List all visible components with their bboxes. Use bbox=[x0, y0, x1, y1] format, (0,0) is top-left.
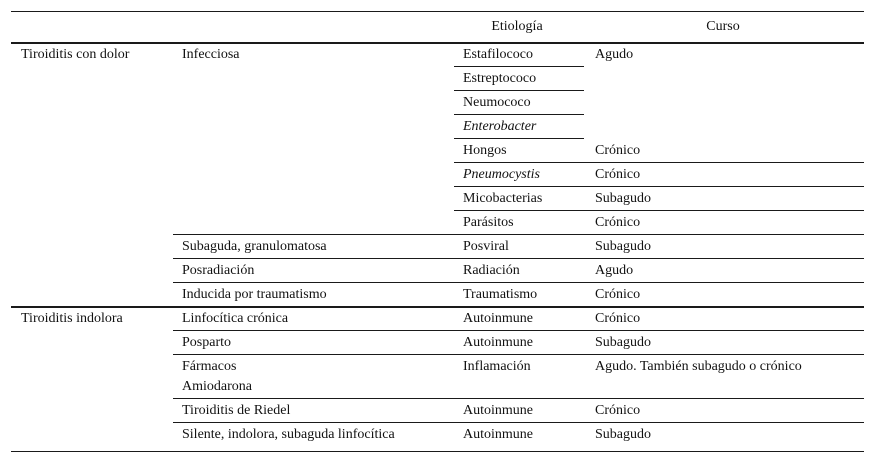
etiology-cell: Neumococo bbox=[463, 95, 531, 110]
row-rule bbox=[454, 210, 864, 211]
course-cell: Agudo bbox=[595, 47, 634, 62]
course-cell: Subagudo bbox=[595, 239, 651, 254]
group-label: Tiroiditis indolora bbox=[21, 311, 123, 326]
type-cell: Fármacos bbox=[182, 359, 237, 374]
row-rule bbox=[173, 330, 864, 331]
course-cell: Agudo. También subagudo o crónico bbox=[595, 359, 802, 374]
course-cell: Subagudo bbox=[595, 427, 651, 442]
row-rule bbox=[173, 234, 864, 235]
course-cell: Crónico bbox=[595, 403, 641, 418]
row-rule bbox=[454, 186, 864, 187]
etiology-cell: Enterobacter bbox=[463, 119, 537, 134]
etiology-cell: Autoinmune bbox=[463, 403, 533, 418]
group-rule bbox=[11, 306, 864, 308]
type-cell: Posparto bbox=[182, 335, 231, 350]
etiology-cell: Estafilococo bbox=[463, 47, 533, 62]
header-curso: Curso bbox=[706, 19, 740, 34]
etiology-cell: Radiación bbox=[463, 263, 520, 278]
row-rule bbox=[173, 422, 864, 423]
etiology-cell: Autoinmune bbox=[463, 427, 533, 442]
etiology-cell: Posviral bbox=[463, 239, 509, 254]
course-cell: Crónico bbox=[595, 167, 641, 182]
row-rule bbox=[173, 258, 864, 259]
course-cell: Crónico bbox=[595, 311, 641, 326]
etiology-cell: Traumatismo bbox=[463, 287, 538, 302]
course-cell: Crónico bbox=[595, 287, 641, 302]
header-bottom-rule bbox=[11, 42, 864, 44]
header-etiologia: Etiología bbox=[491, 19, 543, 34]
type-cell: Linfocítica crónica bbox=[182, 311, 289, 326]
type-cell: Inducida por traumatismo bbox=[182, 287, 327, 302]
etiology-cell: Inflamación bbox=[463, 359, 531, 374]
course-cell: Subagudo bbox=[595, 191, 651, 206]
course-cell: Agudo bbox=[595, 263, 634, 278]
type-cell: Posradiación bbox=[182, 263, 255, 278]
type-cell: Silente, indolora, subaguda linfocítica bbox=[182, 427, 395, 442]
etiology-cell: Pneumocystis bbox=[463, 167, 540, 182]
row-rule bbox=[173, 282, 864, 283]
type-cell: Tiroiditis de Riedel bbox=[182, 403, 291, 418]
etiology-cell: Autoinmune bbox=[463, 311, 533, 326]
row-rule bbox=[454, 66, 584, 67]
row-rule bbox=[173, 398, 864, 399]
type-cell: Amiodarona bbox=[182, 379, 252, 394]
row-rule bbox=[454, 138, 584, 139]
etiology-cell: Hongos bbox=[463, 143, 507, 158]
etiology-cell: Estreptococo bbox=[463, 71, 537, 86]
table-bottom-rule bbox=[11, 451, 864, 452]
row-rule bbox=[454, 162, 864, 163]
etiology-cell: Parásitos bbox=[463, 215, 514, 230]
row-rule bbox=[454, 90, 584, 91]
row-rule bbox=[454, 114, 584, 115]
course-cell: Crónico bbox=[595, 143, 641, 158]
row-rule bbox=[173, 354, 864, 355]
table-top-rule bbox=[11, 11, 864, 12]
etiology-cell: Autoinmune bbox=[463, 335, 533, 350]
etiology-cell: Micobacterias bbox=[463, 191, 543, 206]
type-cell: Infecciosa bbox=[182, 47, 240, 62]
type-cell: Subaguda, granulomatosa bbox=[182, 239, 327, 254]
course-cell: Crónico bbox=[595, 215, 641, 230]
course-cell: Subagudo bbox=[595, 335, 651, 350]
group-label: Tiroiditis con dolor bbox=[21, 47, 130, 62]
